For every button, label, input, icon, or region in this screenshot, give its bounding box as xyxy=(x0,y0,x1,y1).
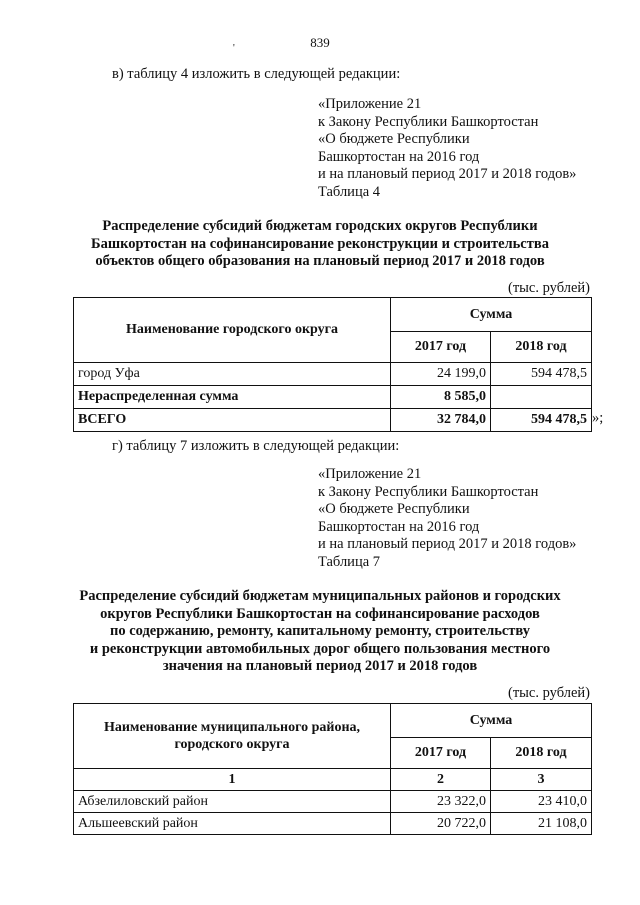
title-line: объектов общего образования на плановый период 2017 и 2018 годов xyxy=(95,253,545,269)
appendix-header-table-7 xyxy=(318,466,576,571)
column-header-name: Наименование городского округа xyxy=(74,298,391,363)
table-4 xyxy=(73,297,592,432)
page-number: 839 xyxy=(310,35,330,50)
row-value-2017: 8 585,0 xyxy=(391,386,491,409)
column-header-sum: Сумма xyxy=(391,298,592,332)
row-value-2018: 23 410,0 xyxy=(491,791,592,813)
instruction-table-4: в) таблицу 4 изложить в следующей редакции: xyxy=(112,66,401,82)
appendix-line: «О бюджете Республики xyxy=(318,131,470,147)
row-value-2017: 24 199,0 xyxy=(391,363,491,386)
column-number: 3 xyxy=(491,769,592,791)
table-7 xyxy=(73,703,592,835)
scan-mark: ' xyxy=(233,43,235,54)
table-row xyxy=(74,363,592,386)
table-7-title xyxy=(60,588,580,676)
instruction-table-7: г) таблицу 7 изложить в следующей редакции: xyxy=(112,438,400,454)
units-label: (тыс. рублей) xyxy=(508,685,590,701)
units-label: (тыс. рублей) xyxy=(508,280,590,296)
row-value-2017: 32 784,0 xyxy=(391,409,491,432)
row-value-2017: 23 322,0 xyxy=(391,791,491,813)
row-name: Абзелиловский район xyxy=(74,791,391,813)
row-name: ВСЕГО xyxy=(74,409,391,432)
column-number: 1 xyxy=(74,769,391,791)
appendix-header-table-4 xyxy=(318,96,576,201)
title-line: Башкортостан на софинансирование реконструкции и строительства xyxy=(91,235,549,252)
title-line: Распределение субсидий бюджетам муниципальных районов и городских xyxy=(79,588,561,604)
title-line: округов Республики Башкортостан на софинансирование расходов xyxy=(100,605,540,622)
appendix-line: к Закону Республики Башкортостан xyxy=(318,483,539,500)
table-row xyxy=(74,813,592,835)
appendix-line: к Закону Республики Башкортостан xyxy=(318,113,539,130)
column-numbers-row xyxy=(74,769,592,791)
column-header-sum: Сумма xyxy=(391,704,592,738)
appendix-line: и на плановый период 2017 и 2018 годов» xyxy=(318,166,577,182)
appendix-line: «Приложение 21 xyxy=(318,96,422,112)
row-value-2018: 594 478,5 xyxy=(491,363,592,386)
table-row-total xyxy=(74,409,592,432)
table-row xyxy=(74,791,592,813)
row-name: Альшеевский район xyxy=(74,813,391,835)
title-line: по содержанию, ремонту, капитальному ремонту, строительству xyxy=(109,623,531,639)
closing-quote: »; xyxy=(592,410,604,426)
title-line: и реконструкции автомобильных дорог общего пользования местного xyxy=(89,640,551,657)
column-header-2018: 2018 год xyxy=(491,738,592,769)
appendix-line: «О бюджете Республики xyxy=(318,501,470,517)
appendix-line: и на плановый период 2017 и 2018 годов» xyxy=(318,536,577,552)
row-name: город Уфа xyxy=(74,363,391,386)
row-value-2018: 21 108,0 xyxy=(491,813,592,835)
column-header-name xyxy=(74,704,391,769)
title-line: значения на плановый период 2017 и 2018 годов xyxy=(162,658,478,674)
header-line: Наименование муниципального района, xyxy=(103,720,361,735)
column-header-2017: 2017 год xyxy=(391,332,491,363)
row-value-2017: 20 722,0 xyxy=(391,813,491,835)
row-name: Нераспределенная сумма xyxy=(74,386,391,409)
column-number: 2 xyxy=(391,769,491,791)
appendix-line: Башкортостан на 2016 год xyxy=(318,148,480,165)
column-header-2018: 2018 год xyxy=(491,332,592,363)
appendix-line: Башкортостан на 2016 год xyxy=(318,518,480,535)
row-value-2018: 594 478,5 xyxy=(491,409,592,432)
table-label: Таблица 4 xyxy=(318,183,381,200)
table-label: Таблица 7 xyxy=(318,553,381,570)
appendix-line: «Приложение 21 xyxy=(318,466,422,482)
title-line: Распределение субсидий бюджетам городских округов Республики xyxy=(102,218,538,234)
row-value-2018 xyxy=(491,386,592,409)
column-header-2017: 2017 год xyxy=(391,738,491,769)
table-row xyxy=(74,386,592,409)
table-4-title xyxy=(60,218,580,271)
header-line: городского округа xyxy=(174,737,290,752)
